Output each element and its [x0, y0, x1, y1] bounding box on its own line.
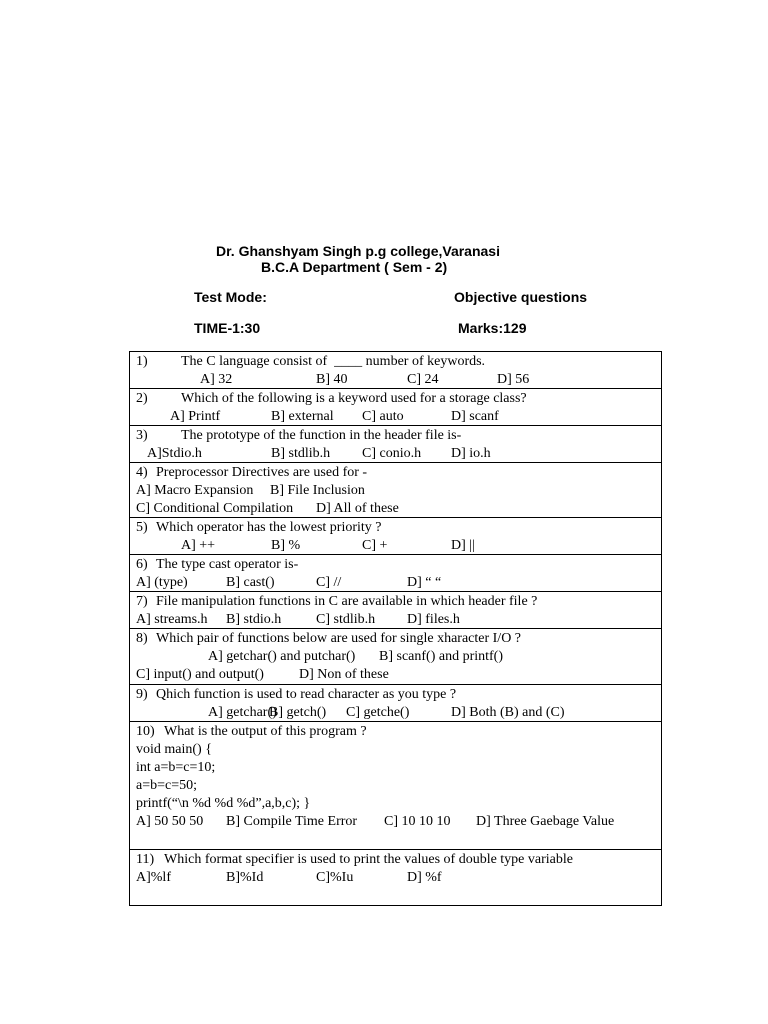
- question-number: 9): [136, 687, 148, 702]
- option-b: B] scanf() and printf(): [379, 649, 504, 664]
- question-number: 5): [136, 520, 148, 535]
- question-number: 1): [136, 354, 148, 369]
- option-b: B] stdlib.h: [271, 446, 331, 461]
- option-d: D] ||: [451, 538, 475, 553]
- option-c: C] 24: [407, 372, 439, 387]
- option-b: B] 40: [316, 372, 348, 387]
- option-d: D] All of these: [316, 501, 399, 516]
- question-3: [130, 426, 661, 463]
- option-b: B] File Inclusion: [270, 483, 365, 498]
- question-text: Qhich function is used to read character as you type ?: [156, 687, 457, 702]
- option-a: A]%lf: [136, 870, 171, 885]
- option-a: A] Macro Expansion: [136, 483, 254, 498]
- question-table: [129, 351, 662, 906]
- question-6: [130, 555, 661, 592]
- option-c: C] +: [362, 538, 388, 553]
- option-c: C] stdlib.h: [316, 612, 376, 627]
- code-line: a=b=c=50;: [136, 778, 198, 793]
- option-a: A]Stdio.h: [147, 446, 202, 461]
- question-text: The C language consist of ____ number of keywords.: [181, 354, 486, 369]
- option-d: D] Three Gaebage Value: [476, 814, 615, 829]
- question-text: The prototype of the function in the header file is-: [181, 428, 462, 443]
- code-line: int a=b=c=10;: [136, 760, 216, 775]
- option-a: A] getchar(): [208, 705, 277, 720]
- question-number: 4): [136, 465, 148, 480]
- option-a: A] 50 50 50: [136, 814, 204, 829]
- question-10: [130, 722, 661, 850]
- question-number: 8): [136, 631, 148, 646]
- question-number: 7): [136, 594, 148, 609]
- question-text: Preprocessor Directives are used for -: [156, 465, 368, 480]
- question-number: 6): [136, 557, 148, 572]
- option-c: C] auto: [362, 409, 404, 424]
- option-d: D] 56: [497, 372, 530, 387]
- code-line: void main() {: [136, 742, 212, 757]
- question-text: The type cast operator is-: [156, 557, 299, 572]
- option-d: D] files.h: [407, 612, 460, 627]
- question-text: Which operator has the lowest priority ?: [156, 520, 382, 535]
- question-9: [130, 685, 661, 722]
- option-d: D] Both (B) and (C): [451, 705, 565, 720]
- option-b: B] external: [271, 409, 334, 424]
- college-title: Dr. Ghanshyam Singh p.g college,Varanasi: [216, 243, 500, 259]
- option-c: C] input() and output(): [136, 667, 264, 682]
- test-mode-value: Objective questions: [454, 289, 588, 305]
- question-2: [130, 389, 661, 426]
- question-number: 10): [136, 724, 155, 739]
- question-number: 11): [136, 852, 155, 867]
- option-c: C] Conditional Compilation: [136, 501, 294, 516]
- option-b: B] %: [271, 538, 301, 553]
- option-c: C]%Iu: [316, 870, 354, 885]
- option-b: B]%Id: [226, 870, 264, 885]
- question-11: [130, 850, 661, 906]
- option-c: C] getche(): [346, 705, 410, 720]
- marks-label: Marks:129: [458, 320, 527, 336]
- question-7: [130, 592, 661, 629]
- code-line: printf(“\n %d %d %d”,a,b,c); }: [136, 796, 311, 811]
- option-b: B] Compile Time Error: [226, 814, 358, 829]
- option-d: D] %f: [407, 870, 442, 885]
- question-text: File manipulation functions in C are available in which header file ?: [156, 594, 538, 609]
- option-c: C] conio.h: [362, 446, 422, 461]
- option-d: D] “ “: [407, 575, 442, 590]
- option-b: B] cast(): [226, 575, 275, 590]
- option-a: A] Printf: [170, 409, 221, 424]
- question-text: Which pair of functions below are used for single xharacter I/O ?: [156, 631, 522, 646]
- option-d: D] io.h: [451, 446, 491, 461]
- question-text: Which format specifier is used to print the values of double type variable: [164, 852, 573, 867]
- option-b: B] getch(): [269, 705, 327, 720]
- option-a: A] streams.h: [136, 612, 208, 627]
- option-a: A] ++: [181, 538, 216, 553]
- option-a: A] 32: [200, 372, 233, 387]
- question-8: [130, 629, 661, 685]
- option-a: A] getchar() and putchar(): [208, 649, 356, 664]
- question-text: Which of the following is a keyword used for a storage class?: [181, 391, 527, 406]
- question-text: What is the output of this program ?: [164, 724, 367, 739]
- option-b: B] stdio.h: [226, 612, 282, 627]
- question-number: 3): [136, 428, 148, 443]
- option-c: C] //: [316, 575, 342, 590]
- department-title: B.C.A Department ( Sem - 2): [261, 259, 448, 275]
- question-1: [130, 352, 661, 389]
- option-d: D] scanf: [451, 409, 499, 424]
- question-5: [130, 518, 661, 555]
- option-d: D] Non of these: [299, 667, 389, 682]
- question-number: 2): [136, 391, 148, 406]
- test-mode-label: Test Mode:: [194, 289, 267, 305]
- option-a: A] (type): [136, 575, 188, 590]
- question-4: [130, 463, 661, 518]
- option-c: C] 10 10 10: [384, 814, 451, 829]
- time-label: TIME-1:30: [194, 320, 261, 336]
